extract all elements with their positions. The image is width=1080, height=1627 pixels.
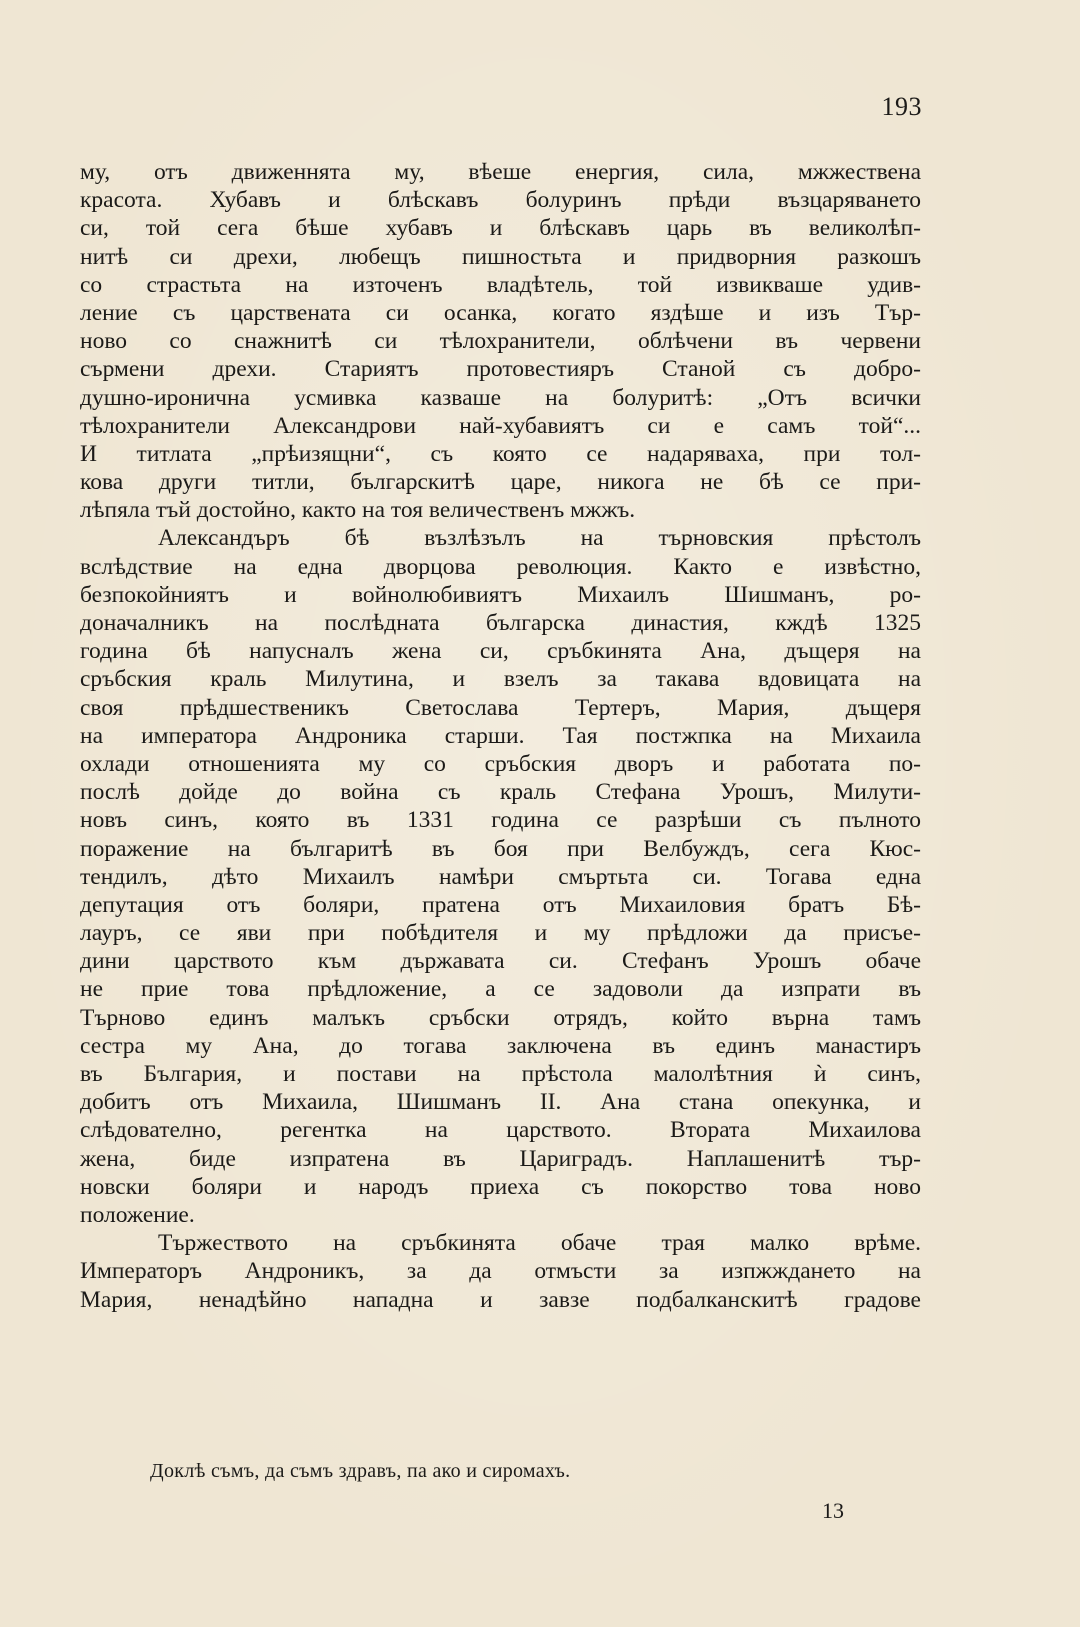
text-line: лауръ, се яви при побѣдителя и му прѣдложи да присъе- [80,920,921,947]
text-line: на императора Андроника старши. Тая постжпка на Михаила [80,722,921,749]
text-line: красота. Хубавъ и блѣскавъ болyринъ прѣди възцаряването [80,187,921,214]
text-line: дини царството към държавата си. Стефанъ Урошъ обаче [80,948,921,975]
text-line: не прие това прѣдложение, а се задоволи да изпрати въ [80,976,921,1003]
text-line: слѣдователно, регентка на царството. Втората Михаилова [80,1117,921,1144]
text-line: Александъръ бѣ възлѣзълъ на търновския прѣстолъ [158,525,921,552]
text-line: депутация отъ боляри, пратена отъ Михаиловия братъ Бѣ- [80,891,921,918]
text-line: послѣ дойде до война съ краль Стефана Урошъ, Милути- [80,779,921,806]
text-line: лѣпяла тъй достойно, както на тоя величественъ мжжъ. [80,497,636,524]
body-text [80,158,921,1314]
signature-mark: 13 [822,1498,844,1523]
text-line: со страстьта на източенъ владѣтель, той извикваше удив- [80,271,921,298]
text-line: поражение на българитѣ въ боя при Велбуждъ, сега Кюс- [80,835,921,862]
text-line: Мария, ненадѣйно нападна и завзе подбалканскитѣ градове [80,1286,921,1313]
text-line: своя прѣдшественикъ Светослава Тертеръ, Мария, дъщеря [80,694,921,721]
text-line: И титлата „прѣизящни“, съ която се надаряваха, при тол- [80,440,921,467]
text-line: Търново единъ малъкъ сръбски отрядъ, който върна тамъ [80,1004,921,1031]
text-line: година бѣ напусналъ жена си, сръбкинята Ана, дъщеря на [80,638,921,665]
text-line: нитѣ си дрехи, любещъ пишностьта и придворния разкошъ [80,243,921,270]
text-line: доначалникъ на послѣдната българска династия, кждѣ 1325 [80,610,921,636]
text-line: тендилъ, дѣто Михаилъ намѣри смъртьта си. Тогава една [80,863,921,890]
text-line: си, той сега бѣше хубавъ и блѣскавъ царь въ великолѣп- [80,215,921,242]
text-line: добитъ отъ Михаила, Шишманъ II. Ана стана опекунка, и [80,1089,921,1116]
text-line: сръбския краль Милутина, и взелъ за такава вдовицата на [80,666,921,693]
text-line: сестра му Ана, до тогава заключена въ единъ манастиръ [80,1032,921,1059]
text-line: новски боляри и народъ приеха съ покорство това ново [80,1173,921,1200]
footnote-proverb: Доклѣ съмъ, да съмъ здравъ, па ако и сиромахъ. [150,1460,571,1482]
text-line: положение. [80,1201,195,1228]
text-line: новъ синъ, която въ 1331 година се разрѣши съ пълното [80,807,921,834]
page-number: 193 [881,92,922,121]
text-line: ление съ царствената си осанка, когато яздѣше и изъ Тър- [80,299,921,326]
text-line: му, отъ движеннята му, вѣеше енергия, сила, мжжествена [80,159,921,185]
text-line: сърмени дрехи. Стариятъ протовестияръ Станой съ добро- [80,356,921,383]
text-line: жена, биде изпратена въ Цариградъ. Наплашенитѣ тър- [80,1145,921,1172]
text-line: душно-иронична усмивка казваше на болyритѣ: „Отъ всички [80,384,921,411]
text-line: въ България, и постави на прѣстола малолѣтния ѝ синъ, [80,1061,921,1087]
text-line: охлади отношенията му со сръбския дворъ и работата по- [80,750,921,777]
text-line: безпокойниятъ и войнолюбивиятъ Михаилъ Шишманъ, ро- [80,581,921,608]
text-line: тѣлохранители Александрови най-хубавиятъ си е самъ той“... [80,412,921,439]
text-line: кова други титли, българскитѣ царе, никога не бѣ се при- [80,469,921,496]
text-line: ново со снажнитѣ си тѣлохранители, облѣчени въ червени [80,328,921,355]
text-line: Тържеството на сръбкинята обаче трая малко врѣме. [158,1230,921,1257]
text-line: Императоръ Андроникъ, за да отмъсти за изпжждането на [80,1258,921,1285]
text-line: вслѣдствие на една дворцова революция. Както е извѣстно, [80,553,921,580]
